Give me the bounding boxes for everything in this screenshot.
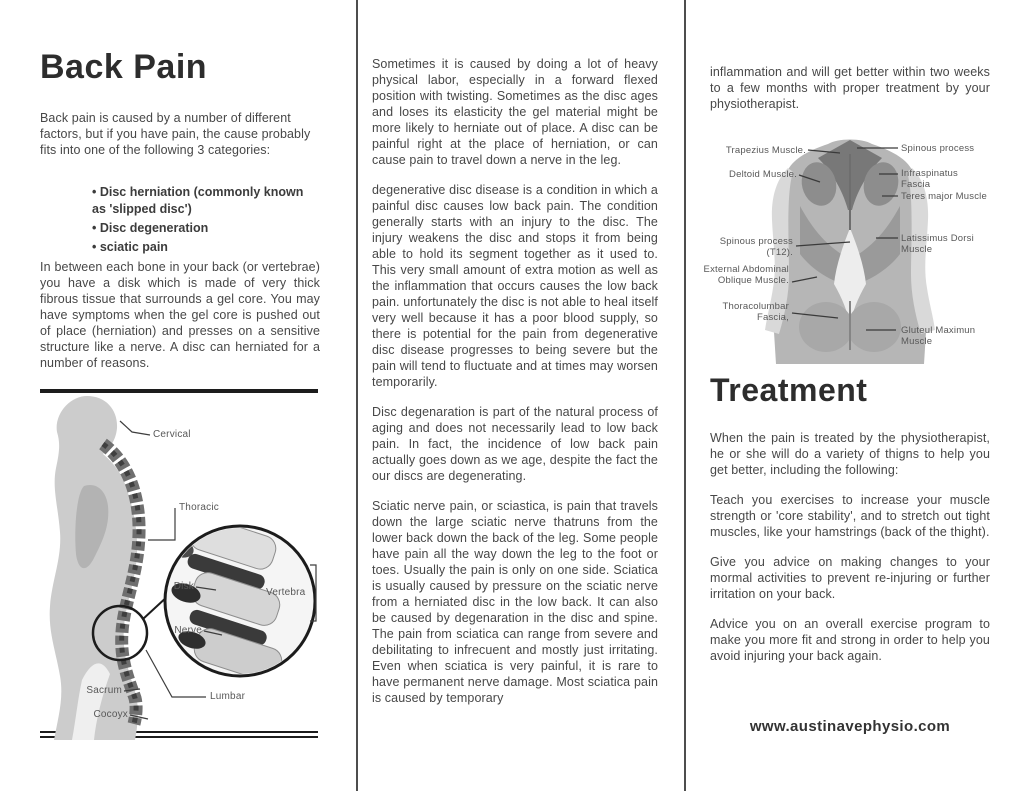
body-paragraph: In between each bone in your back (or vertebrae) you have a disk which is made of very thick fibrous tissue that surrounds a gel core. You may have symptoms when the gel core is pushed out of place (herniation) and presses on a sensitive structure like a nerve. A disc can herniated for a number of reasons. [40,260,320,370]
list-item: • Disc herniation (commonly known as 'slipped disc') [92,184,320,218]
spine-label-lumbar: Lumbar [210,691,246,702]
muscle-label-spinous-process: Spinous process [901,143,975,154]
spine-label-sacrum: Sacrum [86,685,122,696]
body-paragraph: Sometimes it is caused by doing a lot of heavy physical labor, especially in a forward flexed position with twisting. Sometimes as the disc ages and loses its elasticity the gel material might be more likely to herniate out of place. A disc can be painful right at the place of herniation, or can cause pain to travel down a nerve in the leg. [372,57,658,167]
right-column-top [710,64,990,126]
left-column [40,48,320,87]
intro-paragraph: Back pain is caused by a number of different factors, but if you have pain, the cause probably fits into one of the following 3 categories: [40,111,311,157]
treatment-heading-block [710,372,990,409]
spine-figure [40,388,318,740]
muscle-label-latissimus: Latissimus Dorsi Muscle [901,233,974,255]
body-paragraph: Disc degenaration is part of the natural process of aging and does not necessarily lead to low back pain. In fact, the incidence of low back pain actually goes down as we age, despite the fact the our discs are degenerating. [372,405,658,483]
treatment-title: Treatment [710,372,868,408]
category-list-block [40,184,320,258]
body-paragraph: inflammation and will get better within two weeks to a few months with proper treatment by your physiotherapist. [710,65,990,111]
muscle-label-infraspinatus: Infraspinatus Fascia [901,168,958,190]
spine-label-thoracic: Thoracic [179,502,219,513]
muscle-label-teres-major: Teres major Muscle [901,191,987,202]
body-paragraph: Give you advice on making changes to your mormal activities to prevent re-injuring or further irritation on your back. [710,555,990,601]
body-paragraph: degenerative disc disease is a condition in which a painful disc causes low back pain. The condition generally starts with an injury to the disc. The injury weakens the disc and stops it from being able to hold its segment together as it used to. This very small amount of extra motion as well as the inflammation that occurs causes the low back pain. unfortunately the disc is not able to heal itself very well because it has a poor blood supply, so there is potential for the pain from degenerative disc disease progresses to being severe but the pain will tend to fluctuate and at times may worsen temporarily. [372,183,658,389]
disc-paragraph-block [40,259,320,385]
muscle-label-gluteus: Gluteul Maximun Muscle [901,325,976,347]
muscle-label-deltoid: Deltoid Muscle. [729,169,797,180]
muscle-label-spinous-t12: Spinous process (T12). [719,236,793,258]
muscle-label-external-oblique: External Abdominal Oblique Muscle. [703,264,789,286]
spine-label-vertebra: Vertebra [266,587,306,598]
list-item: • sciatic pain [92,239,320,256]
body-paragraph: When the pain is treated by the physiotherapist, he or she will do a variety of thigns to help you get better, including the following: [710,431,990,477]
page-title: Back Pain [40,48,208,86]
back-muscles-figure [700,136,1000,364]
muscle-label-thoracolumbar: Thoracolumbar Fascia, [722,301,789,323]
website-url: www.austinavephysio.com [749,718,951,735]
column-divider-left [356,0,358,791]
body-paragraph: Teach you exercises to increase your muscle strength or 'core stability', and to stretch out tight muscles, like your hamstrings (back of the thight). [710,493,990,539]
intro-block [40,110,320,172]
muscle-label-trapezius: Trapezius Muscle. [725,145,806,156]
treatment-paragraphs [710,430,990,678]
spine-label-disk: Disk [173,581,194,592]
spine-label-cocoyx: Cocoyx [93,709,128,720]
vertebra-inset-circle [164,514,315,685]
body-paragraph: Sciatic nerve pain, or sciastica, is pain that travels down the large sciatic nerve thatruns from the lower back down the back of the leg. Some people have pain all the way down the leg to the foot or toes. Usually the pain is only on one side. Sciatica is usually caused by pressure on the sciatic nerve from a herniated disc in the low back. It can also be caused by degenaration in the disc and spine. The pain from sciatica can range from severe and debilitating to infrecuent and mostly just irritating. Even when sciatica is very painful, it is rare to have permanent nerve damage. Most sciatica pain is caused by temporary [372,499,658,705]
middle-column [372,56,658,720]
category-list [40,184,320,256]
list-item: • Disc degeneration [92,220,320,237]
spine-label-nerve: Nerve [174,625,202,636]
spine-label-cervical: Cervical [153,429,191,440]
body-paragraph: Advice you on an overall exercise program to make you more fit and strong in order to help you avoid injuring your back again. [710,617,990,663]
column-divider-right [684,0,686,791]
